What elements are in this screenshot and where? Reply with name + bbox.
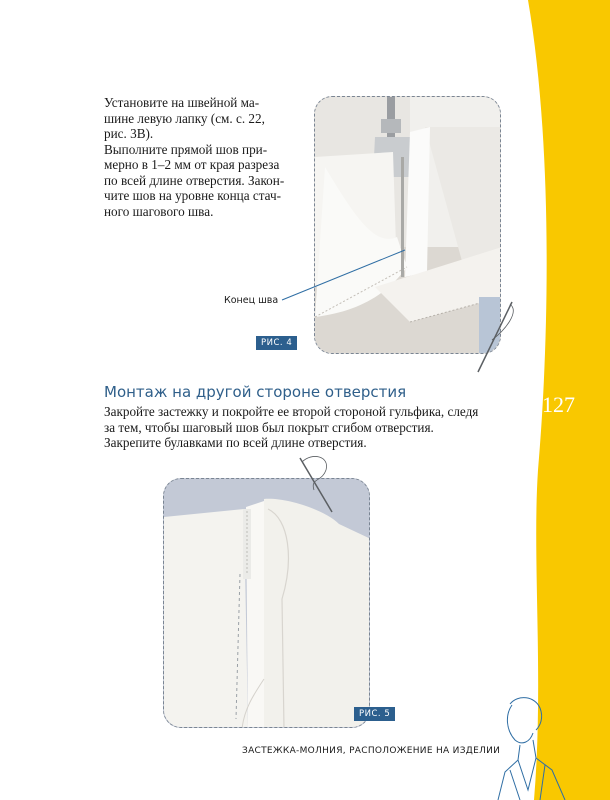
intro-line: чите шов на уровне конца стач-	[104, 188, 282, 203]
intro-line: ного шагового шва.	[104, 203, 214, 219]
section-heading: Монтаж на другой стороне отверстия	[104, 383, 407, 401]
intro-line: мерно в 1–2 мм от края разреза	[104, 157, 280, 172]
figure-4-badge: РИС. 4	[256, 336, 297, 350]
seam-end-label: Конец шва	[224, 295, 279, 306]
intro-line: шине левую лапку (см. с. 22,	[104, 110, 265, 126]
figure-5-badge: РИС. 5	[354, 707, 395, 721]
section-line: Закрепите булавками по всей длине отверстия.	[104, 435, 367, 450]
intro-line: Выполните прямой шов при-	[104, 141, 268, 157]
chapter-footer: ЗАСТЕЖКА-МОЛНИЯ, РАСПОЛОЖЕНИЕ НА ИЗДЕЛИИ	[242, 746, 501, 756]
section-line: за тем, чтобы шаговый шов был покрыт сгибом отверстия.	[104, 419, 434, 435]
intro-line: Установите на швейной ма-	[104, 95, 260, 110]
intro-line: рис. 3В).	[104, 126, 154, 141]
section-line: Закройте застежку и покройте ее второй стороной гульфика, следя	[104, 404, 479, 419]
intro-line: по всей длине отверстия. Закон-	[104, 172, 285, 188]
page-number: 127	[542, 392, 575, 417]
